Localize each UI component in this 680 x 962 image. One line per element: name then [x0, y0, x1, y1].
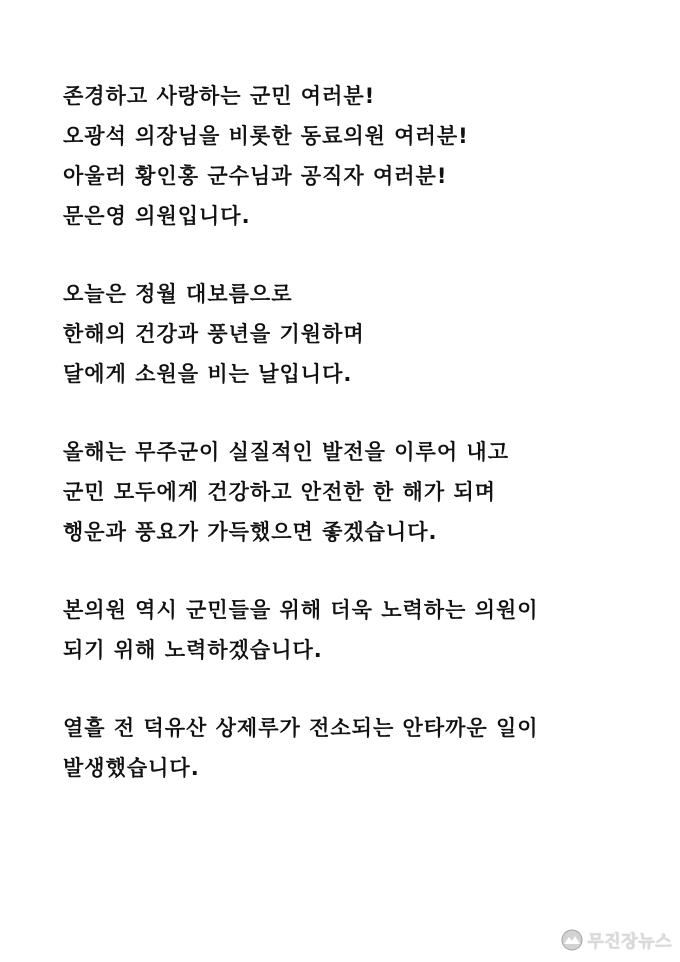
text-line: 존경하고 사랑하는 군민 여러분!	[63, 84, 376, 108]
text-line: 군민 모두에게 건강하고 안전한 한 해가 되며	[63, 480, 497, 504]
text-line: 올해는 무주군이 실질적인 발전을 이루어 내고	[63, 440, 509, 464]
text-line: 한해의 건강과 풍년을 기원하며	[63, 322, 365, 346]
text-line: 달에게 소원을 비는 날입니다.	[63, 362, 353, 386]
text-line: 되기 위해 노력하겠습니다.	[63, 638, 323, 662]
text-line: 열흘 전 덕유산 상제루가 전소되는 안타까운 일이	[63, 716, 539, 740]
text-line: 본의원 역시 군민들을 위해 더욱 노력하는 의원이	[63, 598, 539, 622]
watermark-logo	[561, 927, 672, 952]
text-line: 행운과 풍요가 가득했으면 좋겠습니다.	[63, 520, 438, 544]
paragraph-incident	[63, 708, 653, 788]
paragraph-commitment	[63, 590, 653, 670]
mountain-logo-icon	[561, 929, 583, 951]
speech-text	[63, 76, 653, 826]
text-line: 오늘은 정월 대보름으로	[63, 282, 293, 306]
text-line: 문은영 의원입니다.	[63, 204, 251, 228]
text-line: 아울러 황인홍 군수님과 공직자 여러분!	[63, 164, 448, 188]
paragraph-greeting	[63, 76, 653, 236]
text-line: 오광석 의장님을 비롯한 동료의원 여러분!	[63, 124, 469, 148]
paragraph-wishes	[63, 432, 653, 552]
paragraph-full-moon	[63, 274, 653, 394]
text-line: 발생했습니다.	[63, 756, 200, 780]
watermark-text: 무진장뉴스	[587, 932, 672, 952]
